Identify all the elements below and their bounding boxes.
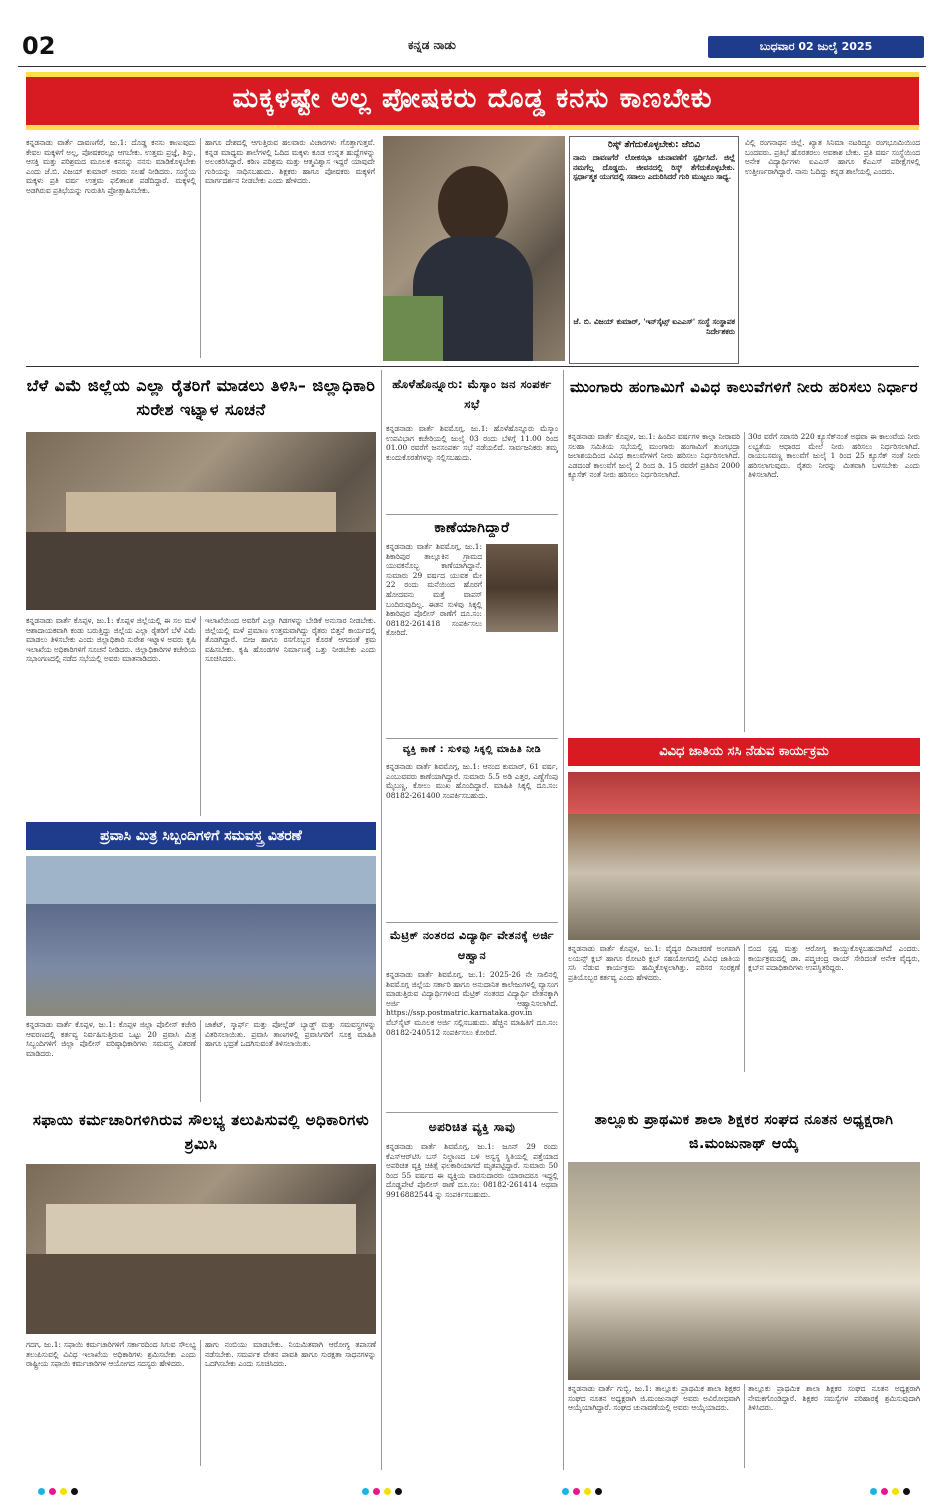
scholarship-text: ಕನ್ನಡನಾಡು ವಾರ್ತೆ ಶಿವಮೊಗ್ಗ, ಜು.1: 2025-26 ನೇ ಸಾಲಿನಲ್ಲಿ ಶಿವಮೊಗ್ಗ ಜಿಲ್ಲೆಯ ಸರ್ಕಾರಿ ಹಾಗೂ ಅನುದಾನಿತ ಕಾಲೇಜುಗಳಲ್ಲಿ ವ್ಯಾಸಂಗ ಮಾಡುತ್ತಿರುವ ವಿದ್ಯಾರ್ಥಿಗಳಿಂದ ಮೆಟ್ರಿಕ್ ನಂತರದ ವಿದ್ಯಾರ್ಥಿ ವೇತನಕ್ಕಾಗಿ ಅರ್ಜಿ ಆಹ್ವಾನಿಸಲಾಗಿದೆ. https://ssp.postmatric.karnataka.gov.in ವೆಬ್‌ಸೈಟ್ ಮೂಲಕ ಅರ್ಜಿ ಸಲ್ಲಿಸಬಹುದು. ಹೆಚ್ಚಿನ ಮಾಹಿತಿಗೆ ದೂ.ಸಂ: 08182-240512 ಸಂಪರ್ಕಿಸಲು ಕೋರಿದೆ. [386,970,558,1037]
banner-headline-box [26,72,919,130]
masthead-logo: ಕನ್ನಡ ನಾಡು [408,38,456,52]
safai-text-b: ಹಾಗು ನಂಬಿಯು ಮಾಡಬೇಕು. ನಿಯಮಿತವಾಗಿ ಆರೋಗ್ಯ ತಪಾಸಣೆ ನಡೆಸಬೇಕು. ಸಮರ್ಪಕ ವೇತನ ಪಾವತಿ ಹಾಗೂ ಸುರಕ್ಷತಾ ಸಾಧನಗಳನ್ನು ಒದಗಿಸಬೇಕು ಎಂದು ಸೂಚಿಸಿದರು. [205,1340,376,1369]
mescom-headline: ಹೊಳೆಹೊನ್ನೂರು: ಮೆಸ್ಕಾಂ ಜನ ಸಂಪರ್ಕ ಸಭೆ [392,377,552,411]
death-text: ಕನ್ನಡನಾಡು ವಾರ್ತೆ ಶಿವಮೊಗ್ಗ, ಜು.1: ಜೂನ್ 29 ರಂದು ಕೆಎಸ್‌ಆರ್‌ಟಿಸಿ ಬಸ್ ನಿಲ್ದಾಣದ ಬಳಿ ಅಸ್ವಸ್ಥ ಸ್ಥಿತಿಯಲ್ಲಿ ಪತ್ತೆಯಾದ ಅಪರಿಚಿತ ವ್ಯಕ್ತಿ ಚಿಕಿತ್ಸೆ ಫಲಕಾರಿಯಾಗದೆ ಮೃತಪಟ್ಟಿದ್ದಾರೆ. ಸುಮಾರು 50 ರಿಂದ 55 ವರ್ಷದ ಈ ವ್ಯಕ್ತಿಯ ವಾರಸುದಾರರು ಯಾರಾದರೂ ಇದ್ದಲ್ಲಿ ದೊಡ್ಡಪೇಟೆ ಪೊಲೀಸ್ ಠಾಣೆ ದೂ.ಸಂ: 08182-261414 ಅಥವಾ 9916882544 ನ್ನು ಸಂಪರ್ಕಿಸಬಹುದು. [386,1142,558,1199]
uniform-headline: ಪ್ರವಾಸಿ ಮಿತ್ರ ಸಿಬ್ಬಂದಿಗಳಿಗೆ ಸಮವಸ್ತ್ರ ವಿತರಣೆ [100,828,302,844]
crop-insurance-headline: ಬೆಳೆ ವಿಮೆ ಜಿಲ್ಲೆಯ ಎಲ್ಲಾ ರೈತರಿಗೆ ಮಾಡಲು ತಿಳಿಸಿ– ಜಿಲ್ಲಾಧಿಕಾರಿ ಸುರೇಶ ಇಟ್ನಾಳ ಸೂಚನೆ [26,376,376,419]
canal-text-a: ಕನ್ನಡನಾಡು ವಾರ್ತೆ ಕೊಪ್ಪಳ, ಜು.1: ಹಿಂದಿನ ವರ್ಷಗಳ ಕಾಲ್ಗಾ ನೀರಾವರಿ ಸಲಹಾ ಸಮಿತಿಯ ಸಭೆಯಲ್ಲಿ ಮುಂಗಾರು ಹಂಗಾಮಿಗೆ ತುಂಗಭದ್ರಾ ಜಲಾಶಯದಿಂದ ವಿವಿಧ ಕಾಲುವೆಗಳಿಗೆ ನೀರು ಹರಿಸಲು ನಿರ್ಧರಿಸಲಾಗಿದೆ. ಎಡದಂಡೆ ಕಾಲುವೆಗೆ ಜುಲೈ 2 ರಿಂದ ಡಿ. 15 ರವರೆಗೆ ಪ್ರತಿದಿನ 2000 ಕ್ಯೂಸೆಕ್ ನಂತೆ ನೀರು ಹರಿಸಲು ನಿರ್ಧರಿಸಲಾಗಿದೆ. [568,432,740,480]
crop-meeting-photo [26,432,376,610]
uniform-text-a: ಕನ್ನಡನಾಡು ವಾರ್ತೆ ಕೊಪ್ಪಳ, ಜು.1: ಕೊಪ್ಪಳ ಜಿಲ್ಲಾ ಪೊಲೀಸ್ ಕಚೇರಿ ಆವರಣದಲ್ಲಿ ಕರ್ತವ್ಯ ನಿರ್ವಹಿಸುತ್ತಿರುವ ಒಟ್ಟು 20 ಪ್ರವಾಸಿ ಮಿತ್ರ ಸಿಬ್ಬಂದಿಗಳಿಗೆ ಜಿಲ್ಲಾ ಪೊಲೀಸ್ ವರಿಷ್ಠಾಧಿಕಾರಿಗಳು ಸಮವಸ್ತ್ರ ವಿತರಣೆ ಮಾಡಿದರು. [26,1020,196,1058]
plants-headline-box [568,738,920,766]
plants-group-photo [568,772,920,940]
plants-text-b: ಬಿಂದ ಸ್ಪಷ್ಟ ಮತ್ತು ಆರೋಗ್ಯ ಕಾಯ್ದುಕೊಳ್ಳಬಹುದಾಗಿದೆ ಎಂದರು. ಕಾರ್ಯಕ್ರಮದಲ್ಲಿ ಡಾ. ಪದ್ಮಚಂದ್ರ ರಾಯ್ ಸೇರಿದಂತೆ ಅನೇಕ ವೈದ್ಯರು, ಕ್ಲಬ್‌ನ ಪದಾಧಿಕಾರಿಗಳು ಉಪಸ್ಥಿತರಿದ್ದರು. [748,944,920,973]
teacher-text-a: ಕನ್ನಡನಾಡು ವಾರ್ತೆ ಗುಬ್ಬಿ, ಜು.1: ತಾಲ್ಲೂಕು ಪ್ರಾಥಮಿಕ ಶಾಲಾ ಶಿಕ್ಷಕರ ಸಂಘದ ನೂತನ ಅಧ್ಯಕ್ಷರಾಗಿ ಜಿ.ಮಂಜುನಾಥ್ ಅವರು ಅವಿರೋಧವಾಗಿ ಆಯ್ಕೆಯಾಗಿದ್ದಾರೆ. ಸಂಘದ ಚುನಾವಣೆಯಲ್ಲಿ ಅವರು ಆಯ್ಕೆಯಾದರು. [568,1384,740,1413]
lead-quote-box [569,136,739,364]
teacher-headline: ತಾಲ್ಲೂಕು ಪ್ರಾಥಮಿಕ ಶಾಲಾ ಶಿಕ್ಷಕರ ಸಂಘದ ನೂತನ ಅಧ್ಯಕ್ಷರಾಗಿ ಜಿ.ಮಂಜುನಾಥ್ ಆಯ್ಕೆ [594,1112,894,1152]
footer-registration-marks [0,1476,945,1496]
quote-box-title: ರಿಸ್ಕ್ ತೆಗೆದುಕೊಳ್ಳಬೇಕು: ಜೆಬಿವಿ [607,140,701,150]
mescom-text: ಕನ್ನಡನಾಡು ವಾರ್ತೆ ಶಿವಮೊಗ್ಗ, ಜು.1: ಹೊಳೆಹೊನ್ನೂರು ಮೆಸ್ಕಾಂ ಉಪವಿಭಾಗ ಕಚೇರಿಯಲ್ಲಿ ಜುಲೈ 03 ರಂದು ಬೆಳಿಗ್ಗೆ 11.00 ರಿಂದ 01.00 ರವರೆಗೆ ಜನಸಂಪರ್ಕ ಸಭೆ ನಡೆಯಲಿದೆ. ಸಾರ್ವಜನಿಕರು ತಮ್ಮ ಕುಂದುಕೊರತೆಗಳನ್ನು ಸಲ್ಲಿಸಬಹುದು. [386,424,558,462]
quote-box-text: ನಾನು ದಾವಣಗೆರೆ ಲೋಕಸಭಾ ಚುನಾವಣೆಗೆ ಸ್ಪರ್ಧಿಸಿದೆ. ಜಿಲ್ಲೆ ನಮಗೆಲ್ಲ ದೊಡ್ಡದು. ಜೀವನದಲ್ಲಿ ರಿಸ್ಕ್ ತೆಗೆದುಕೊಳ್ಳಬೇಕು. ಸ್ಪರ್ಧಾತ್ಮಕ ಯುಗದಲ್ಲಿ ಸವಾಲು ಎದುರಿಸಿದರೆ ಗುರಿ ಮುಟ್ಟಲು ಸಾಧ್ಯ. [573,153,735,182]
crop-text-a: ಕನ್ನಡನಾಡು ವಾರ್ತೆ ಕೊಪ್ಪಳ, ಜು.1: ಕೊಪ್ಪಳ ಜಿಲ್ಲೆಯಲ್ಲಿ ಈ ಸಲ ಮಳೆ ಆಶಾದಾಯಕವಾಗಿ ಕಂಡು ಬರುತ್ತಿದ್ದು ಜಿಲ್ಲೆಯ ಎಲ್ಲಾ ರೈತರಿಗೆ ಬೆಳೆ ವಿಮೆ ಮಾಡಲು ತಿಳಿಸಬೇಕು ಎಂದು ಜಿಲ್ಲಾಧಿಕಾರಿ ಸುರೇಶ ಇಟ್ನಾಳ ಅವರು ಕೃಷಿ ಇಲಾಖೆಯ ಅಧಿಕಾರಿಗಳಿಗೆ ಸೂಚನೆ ನೀಡಿದರು. ಜಿಲ್ಲಾಧಿಕಾರಿಗಳ ಕಚೇರಿಯ ಸಭಾಂಗಣದಲ್ಲಿ ನಡೆದ ಸಭೆಯಲ್ಲಿ ಅವರು ಮಾತನಾಡಿದರು. [26,616,196,664]
person-missing-headline: ವ್ಯಕ್ತಿ ಕಾಣೆ : ಸುಳಿವು ಸಿಕ್ಕಲ್ಲಿ ಮಾಹಿತಿ ನೀಡಿ [402,744,542,755]
teacher-text-b: ತಾಲ್ಲೂಕು ಪ್ರಾಥಮಿಕ ಶಾಲಾ ಶಿಕ್ಷಕರ ಸಂಘದ ನೂತನ ಅಧ್ಯಕ್ಷರಾಗಿ ನೇಮಕಗೊಂಡಿದ್ದಾರೆ. ಶಿಕ್ಷಕರ ಸಮಸ್ಯೆಗಳ ಪರಿಹಾರಕ್ಕೆ ಶ್ರಮಿಸುವುದಾಗಿ ತಿಳಿಸಿದರು. [748,1384,920,1413]
banner-headline: ಮಕ್ಕಳಷ್ಟೇ ಅಲ್ಲ ಪೋಷಕರು ದೊಡ್ಡ ಕನಸು ಕಾಣಬೇಕು [232,83,713,114]
death-headline: ಅಪರಿಚಿತ ವ್ಯಕ್ತಿ ಸಾವು [428,1120,516,1134]
date-bar: ಬುಧವಾರ 02 ಜುಲೈ 2025 [708,36,924,58]
lead-col-2: ಹಾಗೂ ದೇಶದಲ್ಲಿ ಆಗುತ್ತಿರುವ ಹಲವಾರು ವಿಚಾರಗಳು ಗೊತ್ತಾಗುತ್ತವೆ. ಕನ್ನಡ ಮಾಧ್ಯಮ ಶಾಲೆಗಳಲ್ಲಿ ಓದಿದ ಮಕ್ಕಳು ಕೂಡ ಉನ್ನತ ಹುದ್ದೆಗಳನ್ನು ಅಲಂಕರಿಸಿದ್ದಾರೆ. ಕಠಿಣ ಪರಿಶ್ರಮ ಮತ್ತು ಆತ್ಮವಿಶ್ವಾಸ ಇದ್ದರೆ ಯಾವುದೇ ಗುರಿಯನ್ನು ಸಾಧಿಸಬಹುದು. ಶಿಕ್ಷಕರು ಹಾಗೂ ಪೋಷಕರು ಮಕ್ಕಳಿಗೆ ಮಾರ್ಗದರ್ಶನ ನೀಡಬೇಕು ಎಂದು ಹೇಳಿದರು. [205,138,375,186]
teacher-felicitation-photo [568,1162,920,1380]
uniform-text-b: ಜಾಕೆಟ್, ಸ್ಕಾರ್ಫ್ ಮತ್ತು ಪೋಲ್ಲೆಡ್ ಬ್ಯಾಡ್ಜ್ ಮತ್ತು ಸಮವಸ್ತ್ರಗಳನ್ನು ವಿತರಿಸಲಾಯಿತು. ಪ್ರವಾಸಿ ತಾಣಗಳಲ್ಲಿ ಪ್ರವಾಸಿಗರಿಗೆ ಸೂಕ್ತ ಮಾಹಿತಿ ಹಾಗೂ ಭದ್ರತೆ ಒದಗಿಸುವಂತೆ ತಿಳಿಸಲಾಯಿತು. [205,1020,376,1049]
page-number: 02 [22,32,56,60]
uniform-group-photo [26,856,376,1016]
person-missing-text: ಕನ್ನಡನಾಡು ವಾರ್ತೆ ಶಿವಮೊಗ್ಗ, ಜು.1: ಆನಂದ ಕುಮಾರ್, 61 ವರ್ಷ, ಎಂಬುವವರು ಕಾಣೆಯಾಗಿದ್ದಾರೆ. ಸುಮಾರು 5.5 ಅಡಿ ಎತ್ತರ, ಎಣ್ಣೆಗೆಂಪು ಮೈಬಣ್ಣ, ಕೋಲು ಮುಖ ಹೊಂದಿದ್ದಾರೆ. ಮಾಹಿತಿ ಸಿಕ್ಕಲ್ಲಿ ದೂ.ಸಂ: 08182-261400 ಸಂಪರ್ಕಿಸಬಹುದು. [386,762,558,800]
page-header [18,30,928,66]
lead-col-1: ಕನ್ನಡನಾಡು ವಾರ್ತೆ ದಾವಣಗೆರೆ, ಜು.1: ದೊಡ್ಡ ಕನಸು ಕಾಣುವುದು ಕೇವಲ ಮಕ್ಕಳಿಗೆ ಅಲ್ಲ, ಪೋಷಕರಲ್ಲೂ ಆಗಬೇಕು. ಉತ್ತಮ ಪ್ರಜ್ಞೆ, ಶಿಸ್ತು, ಆಸಕ್ತಿ ಮತ್ತು ಪರಿಶ್ರಮದ ಮೂಲಕ ಕನಸನ್ನು ನನಸು ಮಾಡಿಕೊಳ್ಳಬೇಕು ಎಂದು ಜೆ.ಬಿ. ವಿಜಯ್ ಕುಮಾರ್ ಅವರು ಸಲಹೆ ನೀಡಿದರು. ಸಂಸ್ಥೆಯ ಮಕ್ಕಳು ಪ್ರತಿ ವರ್ಷ ಉತ್ತಮ ಫಲಿತಾಂಶ ಪಡೆದಿದ್ದಾರೆ. ಮಕ್ಕಳಲ್ಲಿ ಅಡಗಿರುವ ಪ್ರತಿಭೆಯನ್ನು ಗುರುತಿಸಿ ಪ್ರೋತ್ಸಾಹಿಸಬೇಕು. [26,138,196,195]
missing-text: ಕನ್ನಡನಾಡು ವಾರ್ತೆ ಶಿವಮೊಗ್ಗ, ಜು.1: ಶಿಕಾರಿಪುರ ತಾಲ್ಲೂಕಿನ ಗ್ರಾಮದ ಯುವಕನೊಬ್ಬ ಕಾಣೆಯಾಗಿದ್ದಾನೆ. ಸುಮಾರು 29 ವರ್ಷದ ಯುವಕ ಮೇ 22 ರಂದು ಮನೆಯಿಂದ ಹೊರಗೆ ಹೋದವನು ಮತ್ತೆ ವಾಪಸ್ ಬಂದಿರುವುದಿಲ್ಲ. ಈತನ ಸುಳಿವು ಸಿಕ್ಕಲ್ಲಿ ಶಿಕಾರಿಪುರ ಪೊಲೀಸ್ ಠಾಣೆಗೆ ದೂ.ಸಂ: 08182-261418 ಸಂಪರ್ಕಿಸಲು ಕೋರಿದೆ. [386,542,482,638]
scholarship-headline: ಮೆಟ್ರಿಕ್ ನಂತರದ ವಿದ್ಯಾರ್ಥಿ ವೇತನಕ್ಕೆ ಅರ್ಜಿ ಆಹ್ವಾನ [390,929,554,962]
lead-col-4: ವಿಲ್ಲಿ ರಂಗನಾಥನ ಜಿಲ್ಲೆ. ಖ್ಯಾತ ಸಿನಿಮಾ ನಟರಿದ್ದೂ ರಂಗಭೂಮಿಯಿಂದ ಬಂದವರು. ಪ್ರತಿಭೆ ಹೊರತರಲು ಅವಕಾಶ ಬೇಕು. ಪ್ರತಿ ವರ್ಷ ಸಂಸ್ಥೆಯಿಂದ ಅನೇಕ ವಿದ್ಯಾರ್ಥಿಗಳು ಐಎಎಸ್ ಹಾಗೂ ಕೆಎಎಸ್ ಪರೀಕ್ಷೆಗಳಲ್ಲಿ ಉತ್ತೀರ್ಣರಾಗಿದ್ದಾರೆ. ನಾನು ಓದಿದ್ದು ಕನ್ನಡ ಶಾಲೆಯಲ್ಲಿ ಎಂದರು. [745,138,920,176]
canal-headline: ಮುಂಗಾರು ಹಂಗಾಮಿಗೆ ವಿವಿಧ ಕಾಲುವೆಗಳಿಗೆ ನೀರು ಹರಿಸಲು ನಿರ್ಧಾರ [569,378,919,396]
missing-headline: ಕಾಣೆಯಾಗಿದ್ದಾರೆ [434,520,510,536]
safai-meeting-photo [26,1164,376,1334]
safai-headline: ಸಫಾಯಿ ಕರ್ಮಚಾರಿಗಳಿಗಿರುವ ಸೌಲಭ್ಯ ತಲುಪಿಸುವಲ್ಲಿ ಅಧಿಕಾರಿಗಳು ಶ್ರಮಿಸಿ [32,1111,370,1153]
canal-text-b: 30ರ ವರೆಗೆ ಸರಾಸರಿ 220 ಕ್ಯೂಸೆಕ್‌ನಂತೆ ಅಥವಾ ಈ ಕಾಲುವೆಯ ನೀರು ಲಭ್ಯತೆಯ ಆಧಾರದ ಮೇಲೆ ನೀರು ಹರಿಸಲು ನಿರ್ಧರಿಸಲಾಗಿದೆ. ರಾಯಬಸವಣ್ಣ ಕಾಲುವೆಗೆ ಜುಲೈ 1 ರಿಂದ 25 ಕ್ಯೂಸೆಕ್ ನಂತೆ ನೀರು ಹರಿಸಲಾಗುವುದು. ರೈತರು ನೀರನ್ನು ಮಿತವಾಗಿ ಬಳಸಬೇಕು ಎಂದು ತಿಳಿಸಲಾಗಿದೆ. [748,432,920,480]
crop-text-b: ಇಲಾಖೆಯಿಂದ ಅವರಿಗೆ ಎಲ್ಲಾ ಗಿಡಗಳನ್ನು ಬೇಡಿಕೆ ಅನುಸಾರ ನೀಡಬೇಕು. ಜಿಲ್ಲೆಯಲ್ಲಿ ಮಳೆ ಪ್ರಮಾಣ ಉತ್ತಮವಾಗಿದ್ದು ರೈತರು ಬಿತ್ತನೆ ಕಾರ್ಯದಲ್ಲಿ ತೊಡಗಿದ್ದಾರೆ. ಬೀಜ ಹಾಗೂ ರಸಗೊಬ್ಬರ ಕೊರತೆ ಆಗದಂತೆ ಕ್ರಮ ವಹಿಸಬೇಕು. ಕೃಷಿ ಹೊಂಡಗಳ ನಿರ್ಮಾಣಕ್ಕೆ ಒತ್ತು ನೀಡಬೇಕು ಎಂದು ಸೂಚಿಸಿದರು. [205,616,376,664]
lead-photo-speaker [383,136,565,361]
quote-box-signature: ಜೆ. ಬಿ. ವಿಜಯ್ ಕುಮಾರ್, 'ಇನ್‌ಸೈಟ್ಸ್ ಐಎಎಸ್' ಸಂಸ್ಥೆ ಸಂಸ್ಥಾಪಕ ನಿರ್ದೇಶಕರು [573,317,735,336]
missing-person-photo [486,544,558,632]
plants-headline: ವಿವಿಧ ಜಾತಿಯ ಸಸಿ ನೆಡುವ ಕಾರ್ಯಕ್ರಮ [659,744,829,759]
uniform-headline-box [26,822,376,850]
plants-text-a: ಕನ್ನಡನಾಡು ವಾರ್ತೆ ಕೊಪ್ಪಳ, ಜು.1: ವೈದ್ಯರ ದಿನಾಚರಣೆ ಅಂಗವಾಗಿ ಲಯನ್ಸ್ ಕ್ಲಬ್ ಹಾಗೂ ರೋಟರಿ ಕ್ಲಬ್ ಸಹಯೋಗದಲ್ಲಿ ವಿವಿಧ ಜಾತಿಯ ಸಸಿ ನೆಡುವ ಕಾರ್ಯಕ್ರಮ ಹಮ್ಮಿಕೊಳ್ಳಲಾಗಿತ್ತು. ಪರಿಸರ ಸಂರಕ್ಷಣೆ ಪ್ರತಿಯೊಬ್ಬರ ಕರ್ತವ್ಯ ಎಂದು ಹೇಳಿದರು. [568,944,740,982]
safai-text-a: ಗದಗ, ಜು.1: ಸಫಾಯಿ ಕರ್ಮಚಾರಿಗಳಿಗೆ ಸರ್ಕಾರದಿಂದ ಸಿಗುವ ಸೌಲಭ್ಯ ತಲುಪಿಸುವಲ್ಲಿ ವಿವಿಧ ಇಲಾಖೆಯ ಅಧಿಕಾರಿಗಳು ಶ್ರಮಿಸಬೇಕು ಎಂದು ರಾಷ್ಟ್ರೀಯ ಸಫಾಯಿ ಕರ್ಮಚಾರಿಗಳ ಆಯೋಗದ ಸದಸ್ಯರು ಹೇಳಿದರು. [26,1340,196,1369]
